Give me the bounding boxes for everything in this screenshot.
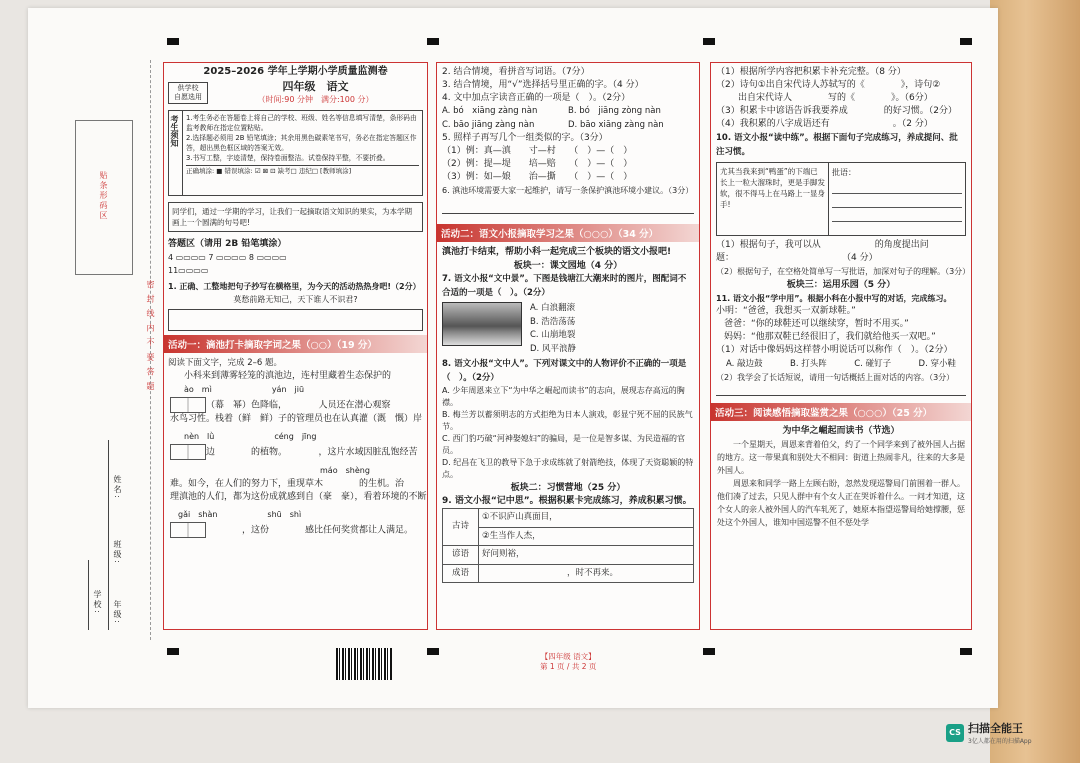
class-label: 班级: (113, 540, 122, 565)
passage-line: 理滇池的人们，都为这份成就感到自（豪 豪），看着环境的不断 (170, 492, 427, 502)
instruction-item: 2.选择题必须用 2B 铅笔填涂；其余用黑色碳素笔书写，务必在指定答题区作答，超出黑色框区域的答案无效。 (186, 134, 417, 152)
instruction-item: 3.书写工整，字迹清楚，保持卷面整洁。试卷保持平整，不要折叠。 (186, 154, 390, 162)
info-line (108, 440, 109, 630)
option[interactable]: A. 少年周恩来立下“为中华之崛起而读书”的志向，展现志存高远的胸襟。 (442, 386, 685, 407)
registration-mark (960, 648, 972, 655)
column-1 (163, 62, 428, 630)
barcode (336, 648, 392, 680)
block-2-title: 板块二：习惯营地（25 分） (510, 483, 626, 493)
barcode-paste-area (75, 120, 133, 275)
passage-line: ，这份 感比任何奖赏都让人满足。 (206, 525, 414, 536)
pinyin: nèn lǜ (184, 432, 215, 441)
column-2 (436, 62, 700, 630)
accumulation-card (442, 508, 694, 583)
paste-area-label: 贴条形码区 (99, 171, 108, 221)
info-line (88, 560, 89, 630)
passage-line: 难。如今，在人们的努力下，重现草木 的生机。治 (170, 479, 405, 489)
table-cell[interactable]: ②生当作人杰， (479, 527, 694, 546)
note-label: 批语： (832, 168, 856, 177)
q5-row[interactable]: （3）例：如—娘 治—撕 （ ）—（ ） (442, 172, 633, 182)
question-7: 7. 语文小报“文中景”。下图是钱塘江大潮来时的图片，图配词不合适的一项是（ ）。（2分） (442, 274, 687, 298)
table-cell[interactable]: 好问则裕， (479, 546, 694, 565)
quote-text: 尤其当我来到“鸭蛋”的下端已长上一粒大溜珠时，更是手脚发软，很不得马上在马路上一显身手! (717, 163, 829, 235)
q11-1: （1）对话中像妈妈这样替小明说话可以称作（ ）。（2分） (716, 345, 953, 355)
option[interactable]: A. bó xiāng zàng nàn (442, 106, 538, 116)
instructions-label: 考生须知 (169, 111, 183, 195)
table-cell[interactable]: ①不识庐山真面目， (479, 509, 694, 528)
answer-card-title: 答题区（请用 2B 铅笔填涂） (168, 239, 287, 249)
q5-row[interactable]: （1）例：真—滇 寸—村 （ ）—（ ） (442, 146, 633, 156)
option[interactable]: C. 碰钉子 (854, 359, 892, 369)
note-line[interactable] (832, 194, 962, 208)
pinyin: gǎi shàn (178, 510, 218, 519)
question-5: 5. 照样子再写几个一组类似的字。（3分） (442, 133, 608, 143)
grade-label: 年级: (113, 600, 122, 625)
passage-line: （幕 幂）色降临， 人员还在潜心观察 (206, 400, 391, 411)
registration-mark (427, 648, 439, 655)
note-line[interactable] (832, 208, 962, 222)
question-3: 3. 结合情境，用“√”选择括号里正确的字。（4 分） (442, 80, 644, 90)
question-11: 11. 语文小报“学中用”。根据小科在小报中写的对话，完成练习。 (716, 294, 952, 303)
watermark-name: 扫描全能王 (968, 722, 1023, 735)
question-8: 8. 语文小报“文中人”。下列对课文中的人物评价不正确的一项是（ ）。（2分） (442, 359, 687, 383)
table-cell: 成语 (443, 564, 479, 583)
q6-answer-line[interactable] (442, 200, 694, 214)
q9-3[interactable]: （3）积累卡中谚语告诉我要养成 的好习惯。（2分） (716, 106, 957, 116)
note-line[interactable] (832, 180, 962, 194)
q5-row[interactable]: （2）例：提—堤 培—赔 （ ）—（ ） (442, 159, 633, 169)
pinyin: shū shì (267, 510, 302, 519)
pinyin-answer-box[interactable] (170, 397, 206, 413)
q11-2: （2）我学会了长话短说，请用一句话概括上面对话的内容。（3分） (716, 373, 955, 382)
registration-mark (960, 38, 972, 45)
reading-lead: 阅读下面文字，完成 2–6 题。 (168, 358, 282, 368)
q9-1: （1）根据所学内容把积累卡补充完整。（8 分） (716, 67, 906, 77)
table-cell: 古诗 (443, 509, 479, 546)
option[interactable]: C. 西门豹巧破“河神娶媳妇”的骗局，是一位是智多谋、为民造福的官员。 (442, 434, 685, 455)
wood-background (990, 0, 1080, 763)
intro-box: 同学们，通过一学期的学习，让我们一起摘取语文知识的果实，为本学期画上一个圆满的句号吧! (168, 202, 423, 232)
q10-1b[interactable]: 题： （4 分） (716, 253, 878, 263)
camscanner-logo: CS (946, 724, 964, 742)
registration-mark (427, 38, 439, 45)
dialog-line: 小明：“爸爸，我想买一双新球鞋。” (716, 306, 856, 316)
pinyin: céng jīng (274, 432, 317, 441)
option[interactable]: B. 打头阵 (790, 359, 827, 369)
footer-page: 第 1 页 / 共 2 页 (540, 662, 597, 671)
registration-mark (167, 648, 179, 655)
seal-line-text: 密 封 线 内 不 要 答 题 (146, 280, 155, 392)
option[interactable]: D. 纪昌在飞卫的教导下急于求成练就了射箭绝技，体现了天资聪颖的特点。 (442, 458, 694, 479)
pinyin: ào mì (184, 385, 212, 394)
q10-2: （2）根据句子，在空格处简单写一写批语，加深对句子的理解。（3分） (716, 267, 971, 276)
copy-answer-box[interactable] (168, 309, 423, 331)
time-score: （时间:90 分钟 满分:100 分） (257, 95, 374, 104)
answer-card-row[interactable]: 4 ▭▭▭▭ 7 ▭▭▭▭ 8 ▭▭▭▭ (168, 253, 287, 262)
block-1-title: 板块一：课文园地（4 分） (513, 261, 623, 271)
question-10: 10. 语文小报“读中练”。根据下面句子完成练习，养成提问、批注习惯。 (716, 133, 958, 157)
footer-subject: 【四年级 语文】 (540, 652, 596, 661)
q9-2[interactable]: （2）诗句①出自宋代诗人苏轼写的《 》，诗句② (716, 80, 941, 90)
q11-answer-line[interactable] (716, 384, 966, 396)
question-1: 1. 正确、工整地把句子抄写在横格里，为今天的活动热热身吧!（2分） (168, 282, 421, 291)
option[interactable]: B. bó jiāng zòng nàn (568, 106, 661, 116)
instruction-item: 1.考生务必在答题卷上将自己的学校、班级、姓名等信息填写清楚，条形码由监考教师在指定位置粘贴。 (186, 114, 417, 132)
copy-sentence: 莫愁前路无知己，天下谁人不识君? (233, 295, 358, 304)
pinyin-answer-box[interactable] (170, 522, 206, 538)
activity-1-banner: 活动一：滴池打卡摘取字词之果（○○）（19 分） (164, 335, 427, 353)
q10-1[interactable]: （1）根据句子，我可以从 的角度提出问 (716, 240, 929, 250)
reading-title: 为中华之崛起而读书（节选） (782, 426, 900, 436)
block-3-title: 板块三：运用乐园（5 分） (786, 280, 896, 290)
watermark-tagline: 3亿人都在用的扫描App (968, 738, 1032, 745)
option[interactable]: D. 穿小鞋 (918, 359, 956, 369)
passage-line: 小科来到薄雾轻笼的滇池边，连村里藏着生态保护的 (184, 371, 392, 381)
registration-mark (703, 38, 715, 45)
q9-2b[interactable]: 出自宋代诗人 写的《 》。（6分） (738, 93, 933, 103)
q9-4[interactable]: （4）我积累的八字成语还有 。（2 分） (716, 119, 933, 129)
question-4: 4. 文中加点字读音正确的一项是（ ）。（2分） (442, 93, 631, 103)
table-cell: 谚语 (443, 546, 479, 565)
pinyin: yán jiū (271, 385, 305, 394)
registration-mark (167, 38, 179, 45)
activity-3-banner: 活动三：阅读感悟摘取鉴赏之果（○○○）（25 分） (711, 403, 971, 421)
question-6: 6. 滇池环境需要大家一起维护，请写一条保护滇池环境小建议。（3分） (442, 186, 694, 195)
passage-line: 边 的植物。 ，这片水域因脏乱饱经苦 (206, 447, 418, 458)
activity-2-banner: 活动二：语文小报摘取学习之果（○○○）（34 分） (437, 224, 699, 242)
passage-line: 水鸟习性。栈着（鲜 鲜）子的管理员也在认真灌（溉 慨）岸 (170, 414, 423, 424)
option[interactable]: D. 风平浪静 (530, 343, 576, 354)
answer-card-row[interactable]: 11▭▭▭▭ (168, 266, 209, 275)
reading-paragraph: 一个星期天，周恩来背着伯父，约了一个同学来到了被外国人占据的地方。这一带果真和别处大不相同：街道上热闹非凡，往来的大多是外国人。 (717, 440, 965, 475)
option[interactable]: B. 浩浩荡荡 (530, 316, 576, 327)
reading-paragraph: 周恩来和同学一路上左顾右盼，忽然发现巡警局门前围着一群人。他们凑了过去，只见人群中有个女人正在哭诉着什么。一问才知道，这个女人的亲人被外国人的汽车轧死了，她原本指望巡警局给她撑腰，惩处这个外国人，谁知中国巡警不但不惩处学 (717, 479, 965, 527)
name-label: 姓名: (113, 475, 122, 500)
grade-subject: 四年级 语文 (282, 80, 349, 93)
fill-example: 正确填涂: ■ 错误填涂: ☑ ⊠ ⊡ 缺考□ 违纪□ [教师填涂] (186, 165, 419, 176)
dialog-line: 爸爸：“你的球鞋还可以继续穿，暂时不用买。” (724, 319, 909, 329)
option[interactable]: A. 白浪翻滚 (530, 303, 576, 313)
activity-2-lead: 滇池打卡结束，帮助小科一起完成三个板块的语文小报吧! (442, 247, 672, 257)
question-9: 9. 语文小报“记中思”。根据积累卡完成练习，养成积累习惯。 (442, 496, 692, 506)
table-cell[interactable]: ，时不再来。 (479, 564, 694, 583)
option[interactable]: D. bāo xiāng zàng nàn (568, 119, 664, 130)
tide-photo (442, 302, 522, 346)
school-label: 学校: (93, 590, 102, 615)
question-2: 2. 结合情境，看拼音写词语。（7分） (442, 67, 590, 77)
school-use-box: 供学校 自愿选用 (168, 82, 208, 104)
column-3 (710, 62, 972, 630)
pinyin-answer-box[interactable] (170, 444, 206, 460)
dialog-line: 妈妈：“他那双鞋已经很旧了，我们就给他买一双吧。” (724, 332, 936, 342)
option[interactable]: C. bāo jiāng zàng nàn (442, 119, 535, 130)
option[interactable]: B. 梅兰芳以蓄须明志的方式拒绝为日本人演戏，彰显宁死不屈的民族气节。 (442, 410, 693, 431)
option[interactable]: A. 敲边鼓 (726, 359, 763, 369)
registration-mark (703, 648, 715, 655)
option[interactable]: C. 山崩地裂 (530, 330, 576, 340)
exam-title: 2025–2026 学年上学期小学质量监测卷 (203, 66, 388, 77)
instructions-box (168, 110, 423, 196)
pinyin: máo shèng (320, 466, 370, 475)
scanner-watermark (946, 720, 1032, 745)
